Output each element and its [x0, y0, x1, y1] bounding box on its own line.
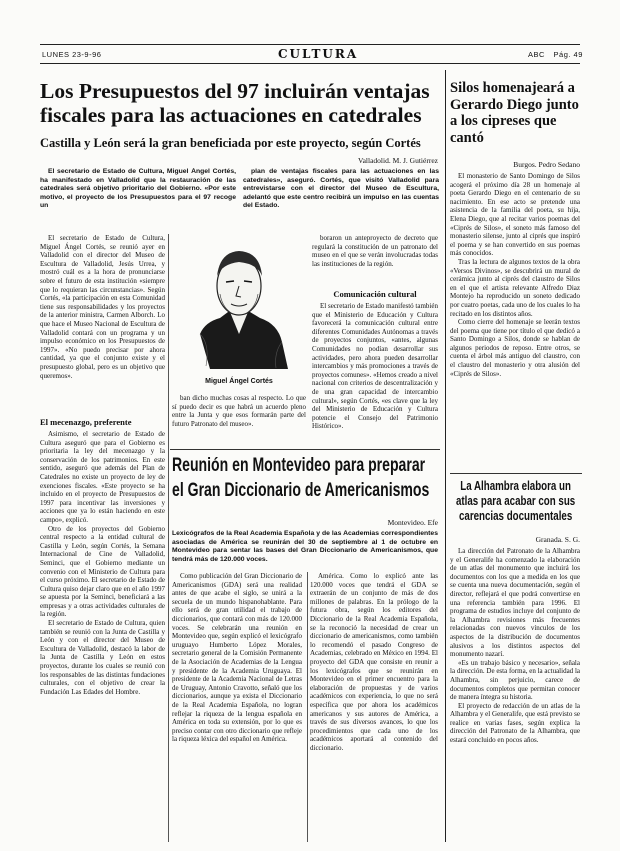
col-rule-1 — [168, 234, 169, 842]
col3-top-paragraph: boraron un anteproyecto de decreto que regulará la constitución de un patronato del museo en el que se verán involucradas todas las instituciones de la región. — [312, 234, 438, 268]
alhambra-body — [450, 547, 580, 842]
main-headline-line1: Los Presupuestos del 97 incluirán ventajas — [40, 79, 430, 103]
main-col3-top — [312, 234, 438, 284]
second-headline — [172, 455, 440, 502]
second-lead: Lexicógrafos de la Real Academia Española y de las Academias correspondientes asociadas de América se reunirán del 30 de septiembre al 1 de octubre en Montevideo para sentar las bases del Gran Diccionario de Americanismos, que tendrá más de 120.000 voces. — [172, 530, 438, 563]
second-headline-line1: Reunión en Montevideo para preparar — [172, 455, 426, 476]
cortes-photo — [170, 234, 308, 374]
seminci-paragraph: Otro de los proyectos del Gobierno central respecto a la entidad cultural de Castilla y León, según Cortés, la Semana Internacional de Cine de Valladolid, Seminci, que el Gobierno mediante un convenio con el Ministerio de Cultura para el curso próximo. El secretario de Estado de Cultura quiso dejar claro que en el año 1997 se apuesta por la Seminci, beneficiará a las empresas y a otras actividades culturales de la región. — [40, 524, 165, 619]
right-paragraph-3: Como cierre del homenaje se leerán textos del poema que tiene por título el que dedicó a Santo Domingo a Silos, donde se hablan de algunos periodos de reposo. Entre otros, se cuenta el árbol más antiguo del claustro, con el claustro del monasterio y otra alusión del «Ciprés de Silos». — [450, 318, 580, 378]
main-col2-bottom — [172, 394, 306, 444]
right-separator — [450, 473, 582, 474]
main-headline-line2: fiscales para las actuaciones en catedrales — [40, 102, 422, 127]
alhambra-paragraph-3: El proyecto de redacción de un atlas de la Alhambra y el Generalife, que está previsto se realice en varias fases, según explica la dirección del Patronato de la Alhambra, que estará concluido en pocos años. — [450, 701, 580, 745]
comm-paragraph: El secretario de Estado manifestó también que el Ministerio de Educación y Cultura favorecerá la comunicación cultural entre diferentes Comunidades Autónomas a través de proyectos conjuntos, «antes, algunas Comunidades no podían desarrollar sus actividades, pero ahora pueden desarrollar intercambios y más promociones a través de proyectos comunes». «Hemos creado a nivel nacional con criterios de descentralización y de una gran capacidad de intercambio cultural», según Cortés, «es clave que la ley del Ministerio de Educación y Cultura potencie el Consejo del Patrimonio Histórico». — [312, 302, 438, 431]
second-col1 — [172, 572, 302, 842]
main-lead-right — [243, 168, 439, 228]
right-byline: Burgos. Pedro Sedano — [513, 160, 580, 169]
main-col1-bottom — [40, 430, 165, 840]
right-body — [450, 172, 580, 470]
lead-left-text: El secretario de Estado de Cultura, Miguel Ángel Cortés, ha manifestado en Valladolid que la restauración de las catedrales será objetivo prioritario del Gobierno. «Por este motivo, el proyecto de los Presupuestos para el 97 recoge un — [40, 168, 236, 210]
col2-paragraph: ban dicho muchas cosas al respecto. Lo que sí puedo decir es que habrá un acuerdo pleno entre la Junta y que esos formarán parte del futuro Patronato del museo». — [172, 394, 306, 428]
main-col1-paragraph: El secretario de Estado de Cultura, Miguel Ángel Cortés, se reunió ayer en Valladolid con el director del Museo de Escultura de Valladolid, Jesús Urrea, y mostró cuál es a la hora de pronunciarse sobre el futuro de esta institución «siempre que lo requieran las circunstancias». Según Cortés, «la participación en esta Comunidad tiene sus responsabilidades y los proyectos de la anterior ministra, Carmen Alborch. Lo que hace el Museo Nacional de Escultura de Valladolid contará con un programa y un impulso económico en los Presupuestos de 1997». «No puedo precisar por ahora cantidad, ya que el conjunto existe y el presupuesto global, pero es un objetivo que queremos». — [40, 234, 165, 380]
publication-name: ABC — [528, 50, 545, 59]
alhambra-headline — [450, 478, 582, 523]
alhambra-headline-text: La Alhambra elabora un atlas para acabar con sus carencias documentales — [456, 478, 576, 523]
right-column-rule — [445, 70, 446, 842]
second-col2-text: América. Como lo explicó ante las 120.000 voces que tendrá el GDA se extraerán de un conjunto de más de dos millones de palabras. En la prólogo de la futura obra, según los editores del Diccionario de la Real Academia Española, se la reconoció la necesidad de crear un diccionario de americanismos, como también lo recomendó el pasado Congreso de Academias, celebrado en México en 1994. El proyecto del GDA que consiste en reunir a los lexicógrafos que se reunirán en Montevideo en el primer encuentro para la elaboración de propuestas y de varios académicos con experiencia, lo que no será específica que por ahora los académicos americanos y sus autores de América, a través de sus diversos avances, lo que los procedimientos que cada uno de los académicos aportará al contenido del diccionario. — [310, 572, 438, 752]
second-col2 — [310, 572, 438, 842]
main-byline: Valladolid. M. J. Gutiérrez — [358, 156, 438, 165]
portrait-drawing — [170, 234, 308, 374]
mecenazgo-intertitle: El mecenazgo, preferente — [40, 417, 132, 427]
page-number: Pág. 49 — [553, 50, 583, 59]
header-bottom-rule — [40, 63, 580, 64]
junta-paragraph: El secretario de Estado de Cultura, quien también se reunió con la Junta de Castilla y León y con el director del Museo de Escultura de Valladolid, destacó la labor de la Junta de Castilla y León en estos proyectos, durante los cuales se reunió con los responsables de las distintas fundaciones culturales, con el objetivo de crear la Fundación Las Edades del Hombre. — [40, 619, 165, 696]
main-col1-top — [40, 234, 165, 412]
mecenazgo-paragraph: Asimismo, el secretario de Estado de Cultura aseguró que para el Gobierno es prioritaria la ley del mecenazgo y la conservación de los patrimonios. En este sentido, aseguró que además del Plan de Catedrales no existe un proyecto de ley de exenciones fiscales. «Este proyecto se ha incluido en el proyecto de Presupuestos de 1997 para incentivar las inversiones y acciones que ya lo están haciendo en este campo», explicó. — [40, 430, 165, 524]
right-headline: Silos homenajeará a Gerardo Diego junto a los cipreses que cantó — [450, 80, 579, 147]
right-paragraph-2: Tras la lectura de algunos textos de la obra «Versos Divinos», se descubrirá un mural de cerámica junto al ciprés del claustro de Silos en el que el artista relevante Alfredo Diaz Montejo ha reproducido un soneto dedicado por cuatro poetas, cada uno de los cuales lo ha recitado en los distintos años. — [450, 257, 580, 318]
second-col1-text: Como publicación del Gran Diccionario de Americanismos (GDA) será una realidad antes de que acabe el siglo, se unirá a la secuela de un mundo hispanohablante. Para ello será de gran utilidad el trabajo de diccionarios, que contará con más de 120.000 voces. Se celebrarán una reunión en Montevideo que, según explicó el lexicógrafo uruguayo Humberto López Morales, secretario general de la Comisión Permanente de la Asociación de Academias de la Lengua y presidente de la Academia Uruguaya. El presidente de la Academia Nacional de Letras de Uruguay, Antonio Cravotto, señaló que los diccionarios, aunque ya exista el Diccionario de la Real Academia Española, no logran reflejar la riqueza de la lengua española en América en toda su extensión, por lo que es preciso contar con otro diccionario que refleje la riqueza léxica del español en América. — [172, 572, 302, 744]
alhambra-paragraph-1: La dirección del Patronato de la Alhambra y el Generalife ha comenzado la elaboración de un atlas del monumento que incluirá los documentos con los que a medida en los que se cuenta una nueva documentación, según el director, reflejará el que podrá convertirse en una referencia también para 1996. El programa de estudios incluye del conjunto de la Alhambra revisiones más frecuentes relacionadas con nuevos vínculos de los aspectos de la distribución de documentos alusivos a los distintos aspectos del monumento nazarí. — [450, 547, 580, 659]
alhambra-paragraph-2: «Es un trabajo básico y necesario», señala la dirección. De esta forma, en la actualidad la Alhambra, sin perjuicio, carece de documentos completos que permitan conocer de manera íntegra su historia. — [450, 658, 580, 702]
second-byline: Montevideo. Efe — [387, 518, 438, 527]
comm-intertitle: Comunicación cultural — [333, 289, 417, 299]
main-lead-left — [40, 168, 236, 228]
photo-caption: Miguel Ángel Cortés — [205, 378, 273, 385]
second-headline-line2: el Gran Diccionario de Americanismos — [172, 480, 430, 501]
header-top-rule — [40, 44, 580, 45]
header-date: LUNES 23-9-96 — [42, 50, 102, 59]
col-rule-2 — [307, 572, 308, 842]
main-subtitle: Castilla y León será la gran beneficiada por este proyecto, según Cortés — [40, 136, 421, 150]
right-paragraph-1: El monasterio de Santo Domingo de Silos acogerá el próximo día 28 un homenaje al poeta Gerardo Diego en el centenario de su nacimiento. En ese acto se pretende una asistencia de la familia del poeta, su hija, Elena Diego, que al recitar varios poemas del «Ciprés de Silos», el soneto más famoso del monasterio silense, junto al ciprés que inspiró el poema y se han convertido en sus poemas más conocidos. — [450, 172, 580, 258]
second-article-top-rule — [170, 449, 440, 450]
main-headline — [40, 80, 450, 127]
main-col3-bottom — [312, 302, 438, 444]
section-title: CULTURA — [278, 47, 359, 61]
header-publication — [528, 50, 583, 59]
lead-right-text: plan de ventajas fiscales para las actuaciones en las catedrales», aseguró. Cortés, que visitó Valladolid para entrevistarse con el director del Museo de Escultura, adelantó que este centro recibirá un impulso en las cuentas del Estado. — [243, 168, 439, 210]
alhambra-byline: Granada. S. G. — [535, 535, 580, 544]
